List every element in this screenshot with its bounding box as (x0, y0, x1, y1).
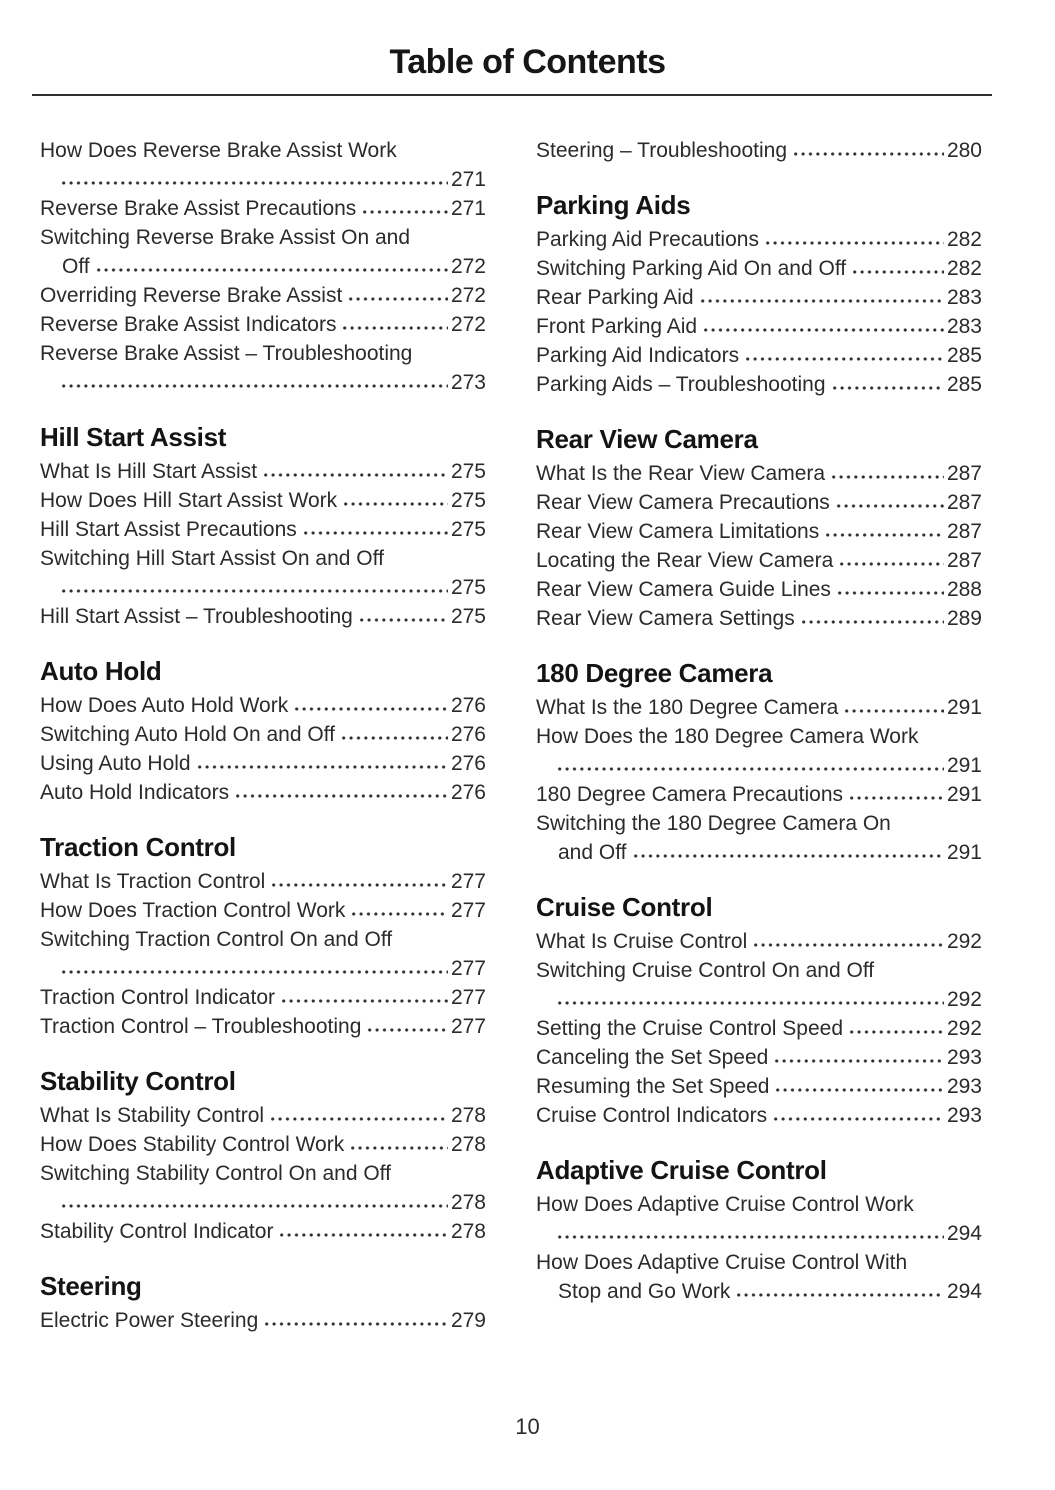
entry-label: Setting the Cruise Control Speed (536, 1017, 844, 1040)
entry-label: What Is the Rear View Camera (536, 462, 826, 485)
section-heading: Parking Aids (536, 190, 691, 220)
dot-leader (792, 151, 944, 157)
toc-section (536, 657, 982, 867)
toc-entry (536, 1101, 982, 1130)
toc-entry (536, 312, 982, 341)
entry-label: Using Auto Hold (40, 752, 191, 775)
entry-label: How Does Stability Control Work (40, 1133, 345, 1156)
entry-label: Rear View Camera Guide Lines (536, 578, 831, 601)
dot-leader (60, 383, 448, 389)
section-heading: Traction Control (40, 832, 236, 862)
toc-entry (40, 720, 486, 749)
dot-leader (349, 1145, 448, 1151)
toc-entry (536, 370, 982, 399)
entry-label: Switching Cruise Control On and Off (536, 959, 875, 982)
entry-label: How Does Traction Control Work (40, 899, 346, 922)
dot-leader (341, 325, 448, 331)
toc-entry (40, 223, 486, 281)
entry-page-number: 279 (450, 1309, 486, 1332)
toc-entry (536, 575, 982, 604)
section-heading: Cruise Control (536, 892, 713, 922)
toc-entry (40, 136, 486, 194)
dot-leader (196, 764, 448, 770)
entry-label: Switching Hill Start Assist On and Off (40, 547, 384, 570)
dot-leader (835, 503, 944, 509)
entry-page-number: 278 (450, 1191, 486, 1214)
entry-label: Canceling the Set Speed (536, 1046, 769, 1069)
dot-leader (764, 240, 944, 246)
dot-leader (702, 327, 944, 333)
toc-entry (40, 1012, 486, 1041)
entry-page-number: 287 (946, 520, 982, 543)
dot-leader (824, 532, 944, 538)
entry-page-number: 285 (946, 344, 982, 367)
entry-page-number: 278 (450, 1104, 486, 1127)
dot-leader (234, 793, 448, 799)
toc-entry (536, 1072, 982, 1101)
toc-entry (40, 281, 486, 310)
toc-section (536, 1154, 982, 1306)
toc-section (40, 1065, 486, 1246)
entry-page-number: 291 (946, 841, 982, 864)
dot-leader (350, 911, 448, 917)
dot-leader (366, 1027, 448, 1033)
entry-label: Rear View Camera Limitations (536, 520, 820, 543)
dot-leader (632, 853, 944, 859)
divider (32, 94, 992, 96)
dot-leader (744, 356, 944, 362)
toc-entry (40, 1159, 486, 1217)
entry-page-number: 276 (450, 694, 486, 717)
section-heading: Steering (40, 1271, 142, 1301)
entry-page-number: 293 (946, 1075, 982, 1098)
entry-label: What Is Traction Control (40, 870, 266, 893)
section-heading: Stability Control (40, 1066, 236, 1096)
toc-entry (536, 1248, 982, 1306)
toc-entry (40, 749, 486, 778)
toc-entry (40, 1217, 486, 1246)
toc-entry (536, 1043, 982, 1072)
entry-label: How Does Hill Start Assist Work (40, 489, 338, 512)
entry-page-number: 277 (450, 986, 486, 1009)
section-heading: Adaptive Cruise Control (536, 1155, 827, 1185)
dot-leader (848, 1029, 944, 1035)
dot-leader (773, 1058, 944, 1064)
entry-label: Switching the 180 Degree Camera On (536, 812, 891, 835)
dot-leader (848, 795, 944, 801)
entry-label: Switching Traction Control On and Off (40, 928, 393, 951)
entry-page-number: 288 (946, 578, 982, 601)
entry-label: What Is the 180 Degree Camera (536, 696, 839, 719)
toc-entry (536, 722, 982, 780)
entry-label: Cruise Control Indicators (536, 1104, 768, 1127)
entry-label: What Is Cruise Control (536, 930, 748, 953)
entry-label: Reverse Brake Assist Precautions (40, 197, 357, 220)
entry-label: How Does Reverse Brake Assist Work (40, 139, 397, 162)
toc-entry (40, 310, 486, 339)
toc-entry (40, 486, 486, 515)
dot-leader (280, 998, 448, 1004)
entry-page-number: 283 (946, 315, 982, 338)
entry-label: Reverse Brake Assist Indicators (40, 313, 337, 336)
entry-label: Parking Aids – Troubleshooting (536, 373, 826, 396)
dot-leader (60, 969, 448, 975)
entry-label-continuation: Off (62, 255, 90, 278)
toc-entry (536, 604, 982, 633)
toc-entry (536, 136, 982, 165)
entry-label: Auto Hold Indicators (40, 781, 230, 804)
entry-label: Switching Stability Control On and Off (40, 1162, 391, 1185)
toc-entry (40, 896, 486, 925)
dot-leader (830, 474, 944, 480)
dot-leader (831, 385, 944, 391)
dot-leader (342, 501, 448, 507)
entry-page-number: 293 (946, 1104, 982, 1127)
entry-label: Rear View Camera Settings (536, 607, 795, 630)
entry-label: Switching Parking Aid On and Off (536, 257, 847, 280)
entry-label-continuation: Stop and Go Work (558, 1280, 731, 1303)
entry-page-number: 282 (946, 228, 982, 251)
entry-label: Resuming the Set Speed (536, 1075, 770, 1098)
entry-label: How Does Adaptive Cruise Control With (536, 1251, 908, 1274)
toc-entry (40, 457, 486, 486)
section-heading: Auto Hold (40, 656, 162, 686)
toc-entry (536, 809, 982, 867)
dot-leader (556, 766, 944, 772)
dot-leader (735, 1292, 944, 1298)
entry-page-number: 275 (450, 489, 486, 512)
toc-entry (40, 1101, 486, 1130)
entry-page-number: 282 (946, 257, 982, 280)
entry-page-number: 277 (450, 870, 486, 893)
dot-leader (772, 1116, 944, 1122)
toc-entry (40, 1130, 486, 1159)
toc-section (536, 189, 982, 399)
toc-entry (536, 1014, 982, 1043)
dot-leader (278, 1232, 448, 1238)
toc-entry (536, 517, 982, 546)
dot-leader (262, 472, 448, 478)
dot-leader (556, 1234, 944, 1240)
toc-entry (40, 925, 486, 983)
entry-page-number: 287 (946, 462, 982, 485)
entry-label: Front Parking Aid (536, 315, 698, 338)
toc-entry (40, 194, 486, 223)
entry-page-number: 287 (946, 491, 982, 514)
entry-page-number: 276 (450, 781, 486, 804)
dot-leader (270, 882, 448, 888)
toc-entry (536, 283, 982, 312)
toc-section (40, 421, 486, 631)
entry-page-number: 283 (946, 286, 982, 309)
dot-leader (836, 590, 944, 596)
page-number: 10 (515, 1414, 540, 1439)
entry-page-number: 294 (946, 1280, 982, 1303)
section-heading: Hill Start Assist (40, 422, 227, 452)
entry-page-number: 287 (946, 549, 982, 572)
dot-leader (95, 267, 448, 273)
entry-label: How Does Auto Hold Work (40, 694, 289, 717)
toc-entry (40, 339, 486, 397)
dot-leader (699, 298, 944, 304)
entry-page-number: 275 (450, 518, 486, 541)
toc-column-left (40, 136, 486, 1335)
toc-columns (40, 136, 1055, 1335)
dot-leader (347, 296, 448, 302)
entry-label: Parking Aid Indicators (536, 344, 740, 367)
entry-label: How Does the 180 Degree Camera Work (536, 725, 919, 748)
entry-page-number: 277 (450, 1015, 486, 1038)
toc-entry (40, 778, 486, 807)
dot-leader (340, 735, 448, 741)
toc-section (536, 136, 982, 165)
entry-page-number: 277 (450, 957, 486, 980)
dot-leader (293, 706, 448, 712)
toc-entry (40, 691, 486, 720)
dot-leader (269, 1116, 448, 1122)
entry-page-number: 292 (946, 930, 982, 953)
entry-page-number: 292 (946, 1017, 982, 1040)
toc-entry (536, 1190, 982, 1248)
entry-label: Rear View Camera Precautions (536, 491, 830, 514)
toc-entry (536, 546, 982, 575)
dot-leader (60, 1203, 448, 1209)
entry-label: Traction Control – Troubleshooting (40, 1015, 362, 1038)
page-title: Table of Contents (389, 43, 666, 81)
dot-leader (302, 530, 448, 536)
entry-page-number: 285 (946, 373, 982, 396)
toc-entry (536, 927, 982, 956)
entry-label: Hill Start Assist Precautions (40, 518, 297, 541)
entry-label: How Does Adaptive Cruise Control Work (536, 1193, 914, 1216)
dot-leader (358, 617, 448, 623)
entry-page-number: 275 (450, 605, 486, 628)
toc-entry (536, 459, 982, 488)
toc-section (40, 1270, 486, 1335)
entry-page-number: 291 (946, 696, 982, 719)
section-heading: 180 Degree Camera (536, 658, 773, 688)
entry-page-number: 292 (946, 988, 982, 1011)
toc-section (40, 136, 486, 397)
dot-leader (752, 942, 944, 948)
toc-section (40, 831, 486, 1041)
dot-leader (556, 1000, 944, 1006)
entry-page-number: 272 (450, 313, 486, 336)
entry-page-number: 277 (450, 899, 486, 922)
toc-section (40, 655, 486, 807)
entry-label: Hill Start Assist – Troubleshooting (40, 605, 353, 628)
entry-label: Traction Control Indicator (40, 986, 275, 1009)
dot-leader (774, 1087, 943, 1093)
dot-leader (60, 588, 448, 594)
dot-leader (263, 1321, 448, 1327)
entry-label: Parking Aid Precautions (536, 228, 759, 251)
toc-entry (40, 867, 486, 896)
entry-page-number: 272 (450, 255, 486, 278)
toc-entry (40, 515, 486, 544)
section-heading: Rear View Camera (536, 424, 758, 454)
entry-label: Switching Reverse Brake Assist On and (40, 226, 411, 249)
entry-label: Stability Control Indicator (40, 1220, 274, 1243)
toc-entry (40, 983, 486, 1012)
dot-leader (851, 269, 944, 275)
entry-label-continuation: and Off (558, 841, 627, 864)
entry-page-number: 293 (946, 1046, 982, 1069)
toc-entry (536, 341, 982, 370)
entry-page-number: 294 (946, 1222, 982, 1245)
entry-label: Overriding Reverse Brake Assist (40, 284, 343, 307)
toc-column-right (536, 136, 982, 1335)
entry-label: Locating the Rear View Camera (536, 549, 834, 572)
entry-page-number: 275 (450, 460, 486, 483)
toc-entry (536, 956, 982, 1014)
entry-label: What Is Stability Control (40, 1104, 265, 1127)
entry-page-number: 275 (450, 576, 486, 599)
entry-page-number: 291 (946, 754, 982, 777)
toc-section (536, 891, 982, 1130)
entry-page-number: 291 (946, 783, 982, 806)
dot-leader (800, 619, 944, 625)
toc-entry (536, 780, 982, 809)
toc-entry (40, 1306, 486, 1335)
entry-page-number: 289 (946, 607, 982, 630)
toc-entry (40, 602, 486, 631)
entry-label: Steering – Troubleshooting (536, 139, 788, 162)
entry-label: 180 Degree Camera Precautions (536, 783, 844, 806)
dot-leader (361, 209, 448, 215)
entry-label: Rear Parking Aid (536, 286, 694, 309)
entry-page-number: 271 (450, 197, 486, 220)
toc-entry (536, 488, 982, 517)
toc-section (536, 423, 982, 633)
entry-label: Switching Auto Hold On and Off (40, 723, 335, 746)
toc-entry (536, 693, 982, 722)
entry-label: Reverse Brake Assist – Troubleshooting (40, 342, 413, 365)
dot-leader (838, 561, 944, 567)
toc-entry (536, 225, 982, 254)
toc-entry (40, 544, 486, 602)
entry-page-number: 278 (450, 1220, 486, 1243)
entry-page-number: 278 (450, 1133, 486, 1156)
entry-label: Electric Power Steering (40, 1309, 259, 1332)
entry-page-number: 273 (450, 371, 486, 394)
dot-leader (843, 708, 944, 714)
entry-page-number: 272 (450, 284, 486, 307)
entry-page-number: 276 (450, 752, 486, 775)
entry-page-number: 280 (946, 139, 982, 162)
entry-label: What Is Hill Start Assist (40, 460, 258, 483)
dot-leader (60, 180, 448, 186)
entry-page-number: 271 (450, 168, 486, 191)
toc-entry (536, 254, 982, 283)
entry-page-number: 276 (450, 723, 486, 746)
